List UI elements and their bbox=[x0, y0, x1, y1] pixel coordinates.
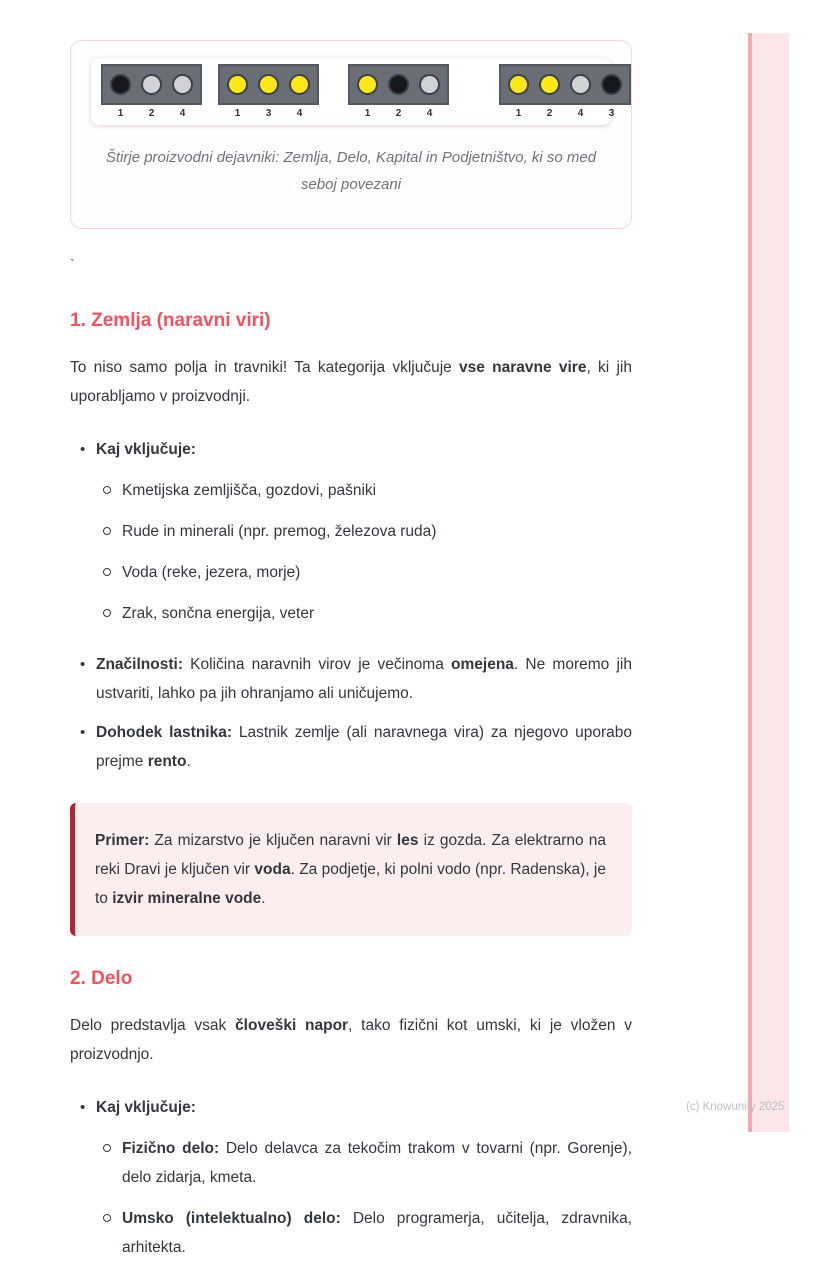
section-heading: 1. Zemlja (naravni viri) bbox=[70, 310, 271, 331]
sub-list-item bbox=[103, 599, 632, 628]
list-item-body bbox=[96, 435, 632, 640]
sub-list-item bbox=[103, 517, 632, 546]
dot-labels bbox=[348, 105, 449, 119]
dot-group bbox=[499, 64, 631, 119]
dot-labels bbox=[101, 105, 202, 119]
sub-list-item bbox=[103, 1134, 632, 1192]
dot-panel bbox=[348, 64, 449, 105]
yellow-dot-icon bbox=[508, 74, 529, 95]
list-item-text: Značilnosti: Količina naravnih virov je večinoma omejena. Ne moremo jih ustvariti, lahko pa jih ohranjamo ali uničujemo. bbox=[96, 656, 632, 702]
sub-list-item-text: Rude in minerali (npr. premog, železova ruda) bbox=[122, 523, 437, 540]
dot-panel bbox=[499, 64, 631, 105]
gray-dot-icon bbox=[172, 74, 193, 95]
list-item-text: Kaj vključuje: bbox=[96, 1099, 196, 1116]
list-item bbox=[70, 435, 632, 640]
section-intro: Delo predstavlja vsak človeški napor, tako fizični kot umski, ki je vložen v proizvodnjo. bbox=[70, 1017, 632, 1063]
circle-bullet-icon bbox=[103, 609, 111, 617]
list-item bbox=[70, 718, 632, 776]
sub-list-item-text: Kmetijska zemljišča, gozdovi, pašniki bbox=[122, 482, 377, 499]
document-body bbox=[70, 40, 632, 1284]
yellow-dot-icon bbox=[539, 74, 560, 95]
list-item-body bbox=[96, 1093, 632, 1274]
sub-list-item bbox=[103, 476, 632, 505]
sub-list-item bbox=[103, 1204, 632, 1262]
list-item-body bbox=[96, 650, 632, 708]
dots-figure bbox=[91, 58, 615, 125]
dot-label: 3 bbox=[608, 108, 615, 119]
list-item-text: Dohodek lastnika: Lastnik zemlje (ali naravnega vira) za njegovo uporabo prejme rento. bbox=[96, 724, 633, 770]
sub-list-item-text: Fizično delo: Delo delavca za tekočim trakom v tovarni (npr. Gorenje), delo zidarja, kmeta. bbox=[122, 1140, 632, 1186]
list-item-body bbox=[96, 718, 632, 776]
circle-bullet-icon bbox=[103, 1214, 111, 1222]
bullet-list bbox=[70, 435, 632, 776]
dot-label: 2 bbox=[546, 108, 553, 119]
sub-list-item bbox=[103, 558, 632, 587]
dot-label: 1 bbox=[364, 108, 371, 119]
circle-bullet-icon bbox=[103, 568, 111, 576]
dot-labels bbox=[218, 105, 319, 119]
stray-backtick-mark: ` bbox=[70, 256, 75, 272]
section-delo bbox=[70, 968, 632, 1274]
dot-group bbox=[101, 64, 202, 119]
black-dot-icon bbox=[388, 74, 409, 95]
copyright-watermark: (c) Knowunity 2025 bbox=[686, 1101, 785, 1113]
dot-label: 1 bbox=[234, 108, 241, 119]
dot-label: 1 bbox=[117, 108, 124, 119]
gray-dot-icon bbox=[419, 74, 440, 95]
circle-bullet-icon bbox=[103, 527, 111, 535]
sub-list-item-text: Voda (reke, jezera, morje) bbox=[122, 564, 301, 581]
dot-group bbox=[218, 64, 319, 119]
dot-label: 4 bbox=[577, 108, 584, 119]
list-item bbox=[70, 1093, 632, 1274]
bullet-icon: • bbox=[80, 1099, 86, 1116]
bullet-icon: • bbox=[80, 441, 86, 458]
section-heading: 2. Delo bbox=[70, 968, 133, 989]
dot-label: 2 bbox=[395, 108, 402, 119]
section-intro: To niso samo polja in travniki! Ta kategorija vključuje vse naravne vire, ki jih uporabljamo v proizvodnji. bbox=[70, 359, 632, 405]
dot-labels bbox=[499, 105, 631, 119]
dot-label: 4 bbox=[179, 108, 186, 119]
yellow-dot-icon bbox=[227, 74, 248, 95]
circle-bullet-icon bbox=[103, 486, 111, 494]
dot-label: 3 bbox=[265, 108, 272, 119]
black-dot-icon bbox=[601, 74, 622, 95]
dot-label: 1 bbox=[515, 108, 522, 119]
example-callout: Primer: Za mizarstvo je ključen naravni vir les iz gozda. Za elektrarno na reki Dravi je ključen vir voda. Za podjetje, ki polni vodo (npr. Radenska), je to izvir mineralne vode. bbox=[70, 803, 632, 936]
dot-panel bbox=[101, 64, 202, 105]
bullet-icon: • bbox=[80, 656, 86, 673]
dot-label: 2 bbox=[148, 108, 155, 119]
sub-list-item-text: Umsko (intelektualno) delo: Delo programerja, učitelja, zdravnika, arhitekta. bbox=[122, 1210, 633, 1256]
bullet-list bbox=[70, 1093, 632, 1274]
section-zemlja bbox=[70, 310, 632, 936]
gray-dot-icon bbox=[570, 74, 591, 95]
yellow-dot-icon bbox=[258, 74, 279, 95]
dot-group bbox=[348, 64, 449, 119]
list-item bbox=[70, 650, 632, 708]
figure-card bbox=[70, 40, 632, 229]
list-item-text: Kaj vključuje: bbox=[96, 441, 196, 458]
bullet-icon: • bbox=[80, 724, 86, 741]
decorative-side-stripe bbox=[748, 33, 789, 1132]
circle-bullet-icon bbox=[103, 1144, 111, 1152]
dot-label: 4 bbox=[296, 108, 303, 119]
dot-panel bbox=[218, 64, 319, 105]
black-dot-icon bbox=[110, 74, 131, 95]
sub-list-item-text: Zrak, sončna energija, veter bbox=[122, 605, 315, 622]
dot-label: 4 bbox=[426, 108, 433, 119]
yellow-dot-icon bbox=[357, 74, 378, 95]
figure-caption: Štirje proizvodni dejavniki: Zemlja, Delo, Kapital in Podjetništvo, ki so med seboj povezani bbox=[105, 149, 597, 193]
yellow-dot-icon bbox=[289, 74, 310, 95]
gray-dot-icon bbox=[141, 74, 162, 95]
